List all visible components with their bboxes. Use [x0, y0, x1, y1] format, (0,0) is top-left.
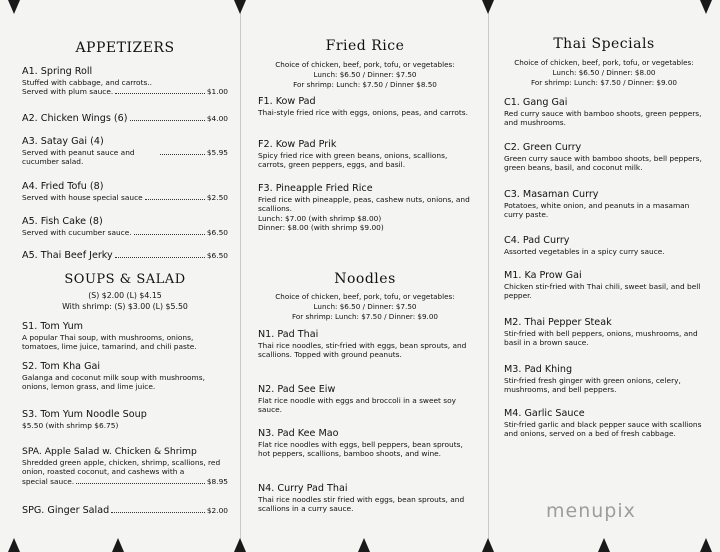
menu-item-n3: N3. Pad Kee Mao Flat rice noodles with eggs, bell peppers, bean sprouts, hot peppers, scallions, bamboo shoots, and wine.: [258, 428, 463, 459]
menu-item-spg: SPG. Ginger Salad $2.00: [22, 505, 228, 516]
menu-item-f2: F2. Kow Pad Prik Spicy fried rice with green beans, onions, scallions, carrots, green peppers, eggs, and basil.: [258, 139, 448, 170]
section-title-soups: SOUPS & SALAD: [64, 272, 186, 287]
menu-item-a5-jerky: A5. Thai Beef Jerky $6.50: [22, 250, 228, 261]
fried-rice-shrimp-price: For shrimp: Lunch: $7.50 / Dinner $8.50: [293, 80, 437, 89]
menu-item-c3: C3. Masaman Curry Potatoes, white onion, and peanuts in a masaman curry paste.: [504, 189, 690, 220]
menu-item-c4: C4. Pad Curry Assorted vegetables in a spicy curry sauce.: [504, 235, 665, 256]
menu-item-a2: A2. Chicken Wings (6) $4.00: [22, 113, 228, 124]
section-title-thai-specials: Thai Specials: [553, 36, 655, 52]
menu-item-a3: A3. Satay Gai (4) Served with peanut sauce and cucumber salad. $5.95: [22, 136, 228, 167]
section-title-appetizers: APPETIZERS: [75, 40, 175, 56]
fold-line-left: [240, 0, 241, 552]
menu-item-f1: F1. Kow Pad Thai-style fried rice with eggs, onions, peas, and carrots.: [258, 96, 468, 117]
column-appetizers-soups: [22, 0, 228, 552]
column-thai-specials: [504, 0, 704, 552]
section-title-fried-rice: Fried Rice: [325, 38, 405, 54]
menu-item-m3: M3. Pad Khing Stir-fried fresh ginger with green onions, celery, mushrooms, and bell peppers.: [504, 364, 681, 395]
menu-item-a4: A4. Fried Tofu (8) Served with house special sauce $2.50: [22, 181, 228, 202]
section-title-noodles: Noodles: [334, 271, 396, 287]
fold-line-right: [488, 0, 489, 552]
menu-item-c1: C1. Gang Gai Red curry sauce with bamboo shoots, green peppers, and mushrooms.: [504, 97, 702, 128]
menu-item-a1: A1. Spring Roll Stuffed with cabbage, and carrots.. Served with plum sauce. $1.00: [22, 66, 228, 97]
menu-item-n2: N2. Pad See Eiw Flat rice noodle with eggs and broccoli in a sweet soy sauce.: [258, 384, 457, 415]
ornament-top-icon: [482, 0, 494, 14]
menu-item-spa: SPA. Apple Salad w. Chicken & Shrimp Shredded green apple, chicken, shrimp, scallions, red onion, roasted coconut, and cashews with a special sauce. $8.95: [22, 446, 228, 486]
column-fried-rice-noodles: [258, 0, 472, 552]
ornament-bottom-icon: [8, 538, 20, 552]
fried-rice-price: Lunch: $6.50 / Dinner: $7.50: [313, 70, 417, 79]
specials-price: Lunch: $6.50 / Dinner: $8.00: [552, 68, 656, 77]
noodles-shrimp-price: For shrimp: Lunch: $7.50 / Dinner: $9.00: [292, 312, 438, 321]
ornament-top-icon: [234, 0, 246, 14]
menu-item-c2: C2. Green Curry Green curry sauce with bamboo shoots, bell peppers, green beans, basil, and coconut milk.: [504, 142, 702, 173]
ornament-bottom-icon: [482, 538, 494, 552]
soups-price-line: (S) $2.00 (L) $4.15: [88, 291, 162, 300]
ornament-top-icon: [8, 0, 20, 14]
watermark: menupix: [546, 500, 636, 522]
menu-item-a5: A5. Fish Cake (8) Served with cucumber sauce. $6.50: [22, 216, 228, 237]
menu-item-f3: F3. Pineapple Fried Rice Fried rice with pineapple, peas, cashew nuts, onions, and scallions. Lunch: $7.00 (with shrimp $8.00) Dinner: $8.00 (with shrimp $9.00): [258, 183, 470, 232]
menu-item-m4: M4. Garlic Sauce Stir-fried garlic and black pepper sauce with scallions and onions, served on a bed of fresh cabbage.: [504, 408, 702, 439]
menu-item-s2: S2. Tom Kha Gai Galanga and coconut milk soup with mushrooms, onions, lemon grass, and lime juice.: [22, 361, 205, 392]
noodles-intro: Choice of chicken, beef, pork, tofu, or vegetables:: [275, 292, 455, 301]
menu-item-m2: M2. Thai Pepper Steak Stir-fried with bell peppers, onions, mushrooms, and basil in a brown sauce.: [504, 317, 698, 348]
menu-item-s3: S3. Tom Yum Noodle Soup $5.50 (with shrimp $6.75): [22, 409, 147, 430]
specials-shrimp-price: For shrimp: Lunch: $7.50 / Dinner: $9.00: [531, 78, 677, 87]
menu-item-n4: N4. Curry Pad Thai Thai rice noodles stir fried with eggs, bean sprouts, and scallions in a curry sauce.: [258, 483, 465, 514]
fried-rice-intro: Choice of chicken, beef, pork, tofu, or vegetables:: [275, 60, 455, 69]
ornament-bottom-icon: [234, 538, 246, 552]
specials-intro: Choice of chicken, beef, pork, tofu, or vegetables:: [514, 58, 694, 67]
menu-item-s1: S1. Tom Yum A popular Thai soup, with mushrooms, onions, tomatoes, lime juice, tamarind, and chili paste.: [22, 321, 197, 352]
menu-item-n1: N1. Pad Thai Thai rice noodles, stir-fried with eggs, bean sprouts, and scallions. Topped with ground peanuts.: [258, 329, 467, 360]
soups-shrimp-price-line: With shrimp: (S) $3.00 (L) $5.50: [62, 302, 188, 311]
menu-item-m1: M1. Ka Prow Gai Chicken stir-fried with Thai chili, sweet basil, and bell pepper.: [504, 270, 701, 301]
noodles-price: Lunch: $6.50 / Dinner: $7.50: [313, 302, 417, 311]
